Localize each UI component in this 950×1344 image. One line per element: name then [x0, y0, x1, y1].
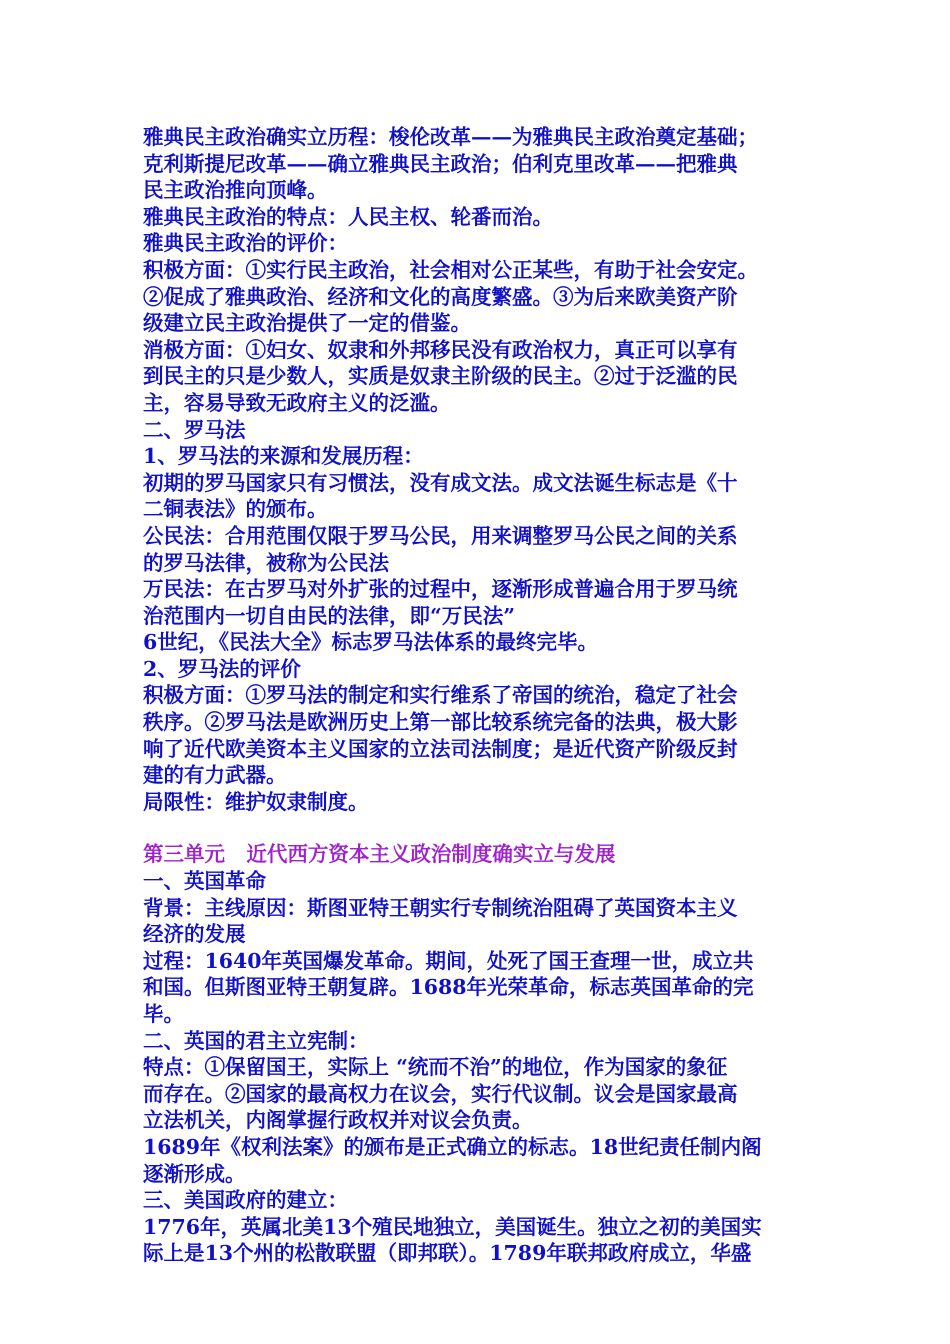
text-line: 克利斯提尼改革——确立雅典民主政治；伯利克里改革——把雅典 — [143, 151, 738, 176]
text-line: 民主政治推向顶峰。 — [143, 178, 328, 203]
subsection-heading: 2、罗马法的评价 — [143, 656, 301, 681]
text-line: 毕。 — [143, 1002, 184, 1026]
spacer — [143, 815, 803, 841]
text-line: 主，容易导致无政府主义的泛滥。 — [143, 390, 451, 415]
text-line: 响了近代欧美资本主义国家的立法司法制度；是近代资产阶级反封 — [143, 736, 738, 761]
text-line: 雅典民主政治确实立历程：梭伦改革——为雅典民主政治奠定基础； — [143, 125, 758, 149]
subsection-heading: 1、罗马法的来源和发展历程： — [143, 444, 424, 469]
text-line: 建的有力武器。 — [143, 763, 287, 788]
text-line: 的罗马法律，被称为公民法 — [143, 550, 389, 575]
text-line: 特点：①保留国王，实际上 “统而不治”的地位，作为国家的象征 — [143, 1055, 728, 1080]
section-heading: 二、罗马法 — [143, 417, 246, 442]
text-line: 初期的罗马国家只有习惯法，没有成文法。成文法诞生标志是《十 — [143, 470, 738, 495]
text-line: 和国。但斯图亚特王朝复辟。1688年光荣革命，标志英国革命的完 — [143, 975, 754, 1000]
section-heading: 一、英国革命 — [143, 869, 266, 894]
unit-heading: 第三单元 近代西方资本主义政治制度确实立与发展 — [143, 842, 616, 867]
text-line: 背景：主线原因：斯图亚特王朝实行专制统治阻碍了英国资本主义 — [143, 895, 738, 920]
document-page — [143, 124, 803, 1267]
text-line: 雅典民主政治的评价： — [143, 231, 348, 256]
text-line: 万民法：在古罗马对外扩张的过程中，逐渐形成普遍合用于罗马统 — [143, 577, 738, 602]
text-line: 积极方面：①实行民主政治，社会相对公正某些，有助于社会安定。 — [143, 257, 758, 282]
text-line: 6世纪，《民法大全》标志罗马法体系的最终完毕。 — [143, 630, 599, 655]
text-line: 而存在。②国家的最高权力在议会，实行代议制。议会是国家最高 — [143, 1081, 738, 1106]
text-line: 1689年《权利法案》的颁布是正式确立的标志。18世纪责任制内阁 — [143, 1134, 762, 1159]
text-line: 到民主的只是少数人，实质是奴隶主阶级的民主。②过于泛滥的民 — [143, 364, 738, 389]
text-line: 治范围内一切自由民的法律，即“万民法” — [143, 603, 516, 628]
text-line: ②促成了雅典政治、经济和文化的高度繁盛。③为后来欧美资产阶 — [143, 284, 738, 309]
text-line: 经济的发展 — [143, 922, 246, 947]
text-line: 消极方面：①妇女、奴隶和外邦移民没有政治权力，真正可以享有 — [143, 337, 738, 362]
section-athens-rome — [143, 124, 803, 815]
text-line: 级建立民主政治提供了一定的借鉴。 — [143, 311, 471, 336]
text-line: 立法机关，内阁掌握行政权并对议会负责。 — [143, 1108, 533, 1133]
text-line: 雅典民主政治的特点：人民主权、轮番而治。 — [143, 204, 553, 229]
section-unit-three — [143, 841, 803, 1267]
text-line: 二铜表法》的颁布。 — [143, 497, 328, 522]
text-line: 秩序。②罗马法是欧洲历史上第一部比较系统完备的法典，极大影 — [143, 710, 738, 735]
text-line: 过程：1640年英国爆发革命。期间，处死了国王查理一世，成立共 — [143, 948, 754, 973]
text-line: 逐渐形成。 — [143, 1161, 246, 1186]
text-line: 积极方面：①罗马法的制定和实行维系了帝国的统治，稳定了社会 — [143, 683, 738, 708]
text-line: 1776年，英属北美13个殖民地独立，美国诞生。独立之初的美国实 — [143, 1214, 762, 1239]
section-heading: 三、美国政府的建立： — [143, 1188, 348, 1213]
text-line: 局限性：维护奴隶制度。 — [143, 789, 369, 814]
text-line: 公民法：合用范围仅限于罗马公民，用来调整罗马公民之间的关系 — [143, 523, 738, 548]
section-heading: 二、英国的君主立宪制： — [143, 1028, 369, 1053]
text-line: 际上是13个州的松散联盟（即邦联）。1789年联邦政府成立，华盛 — [143, 1241, 752, 1266]
